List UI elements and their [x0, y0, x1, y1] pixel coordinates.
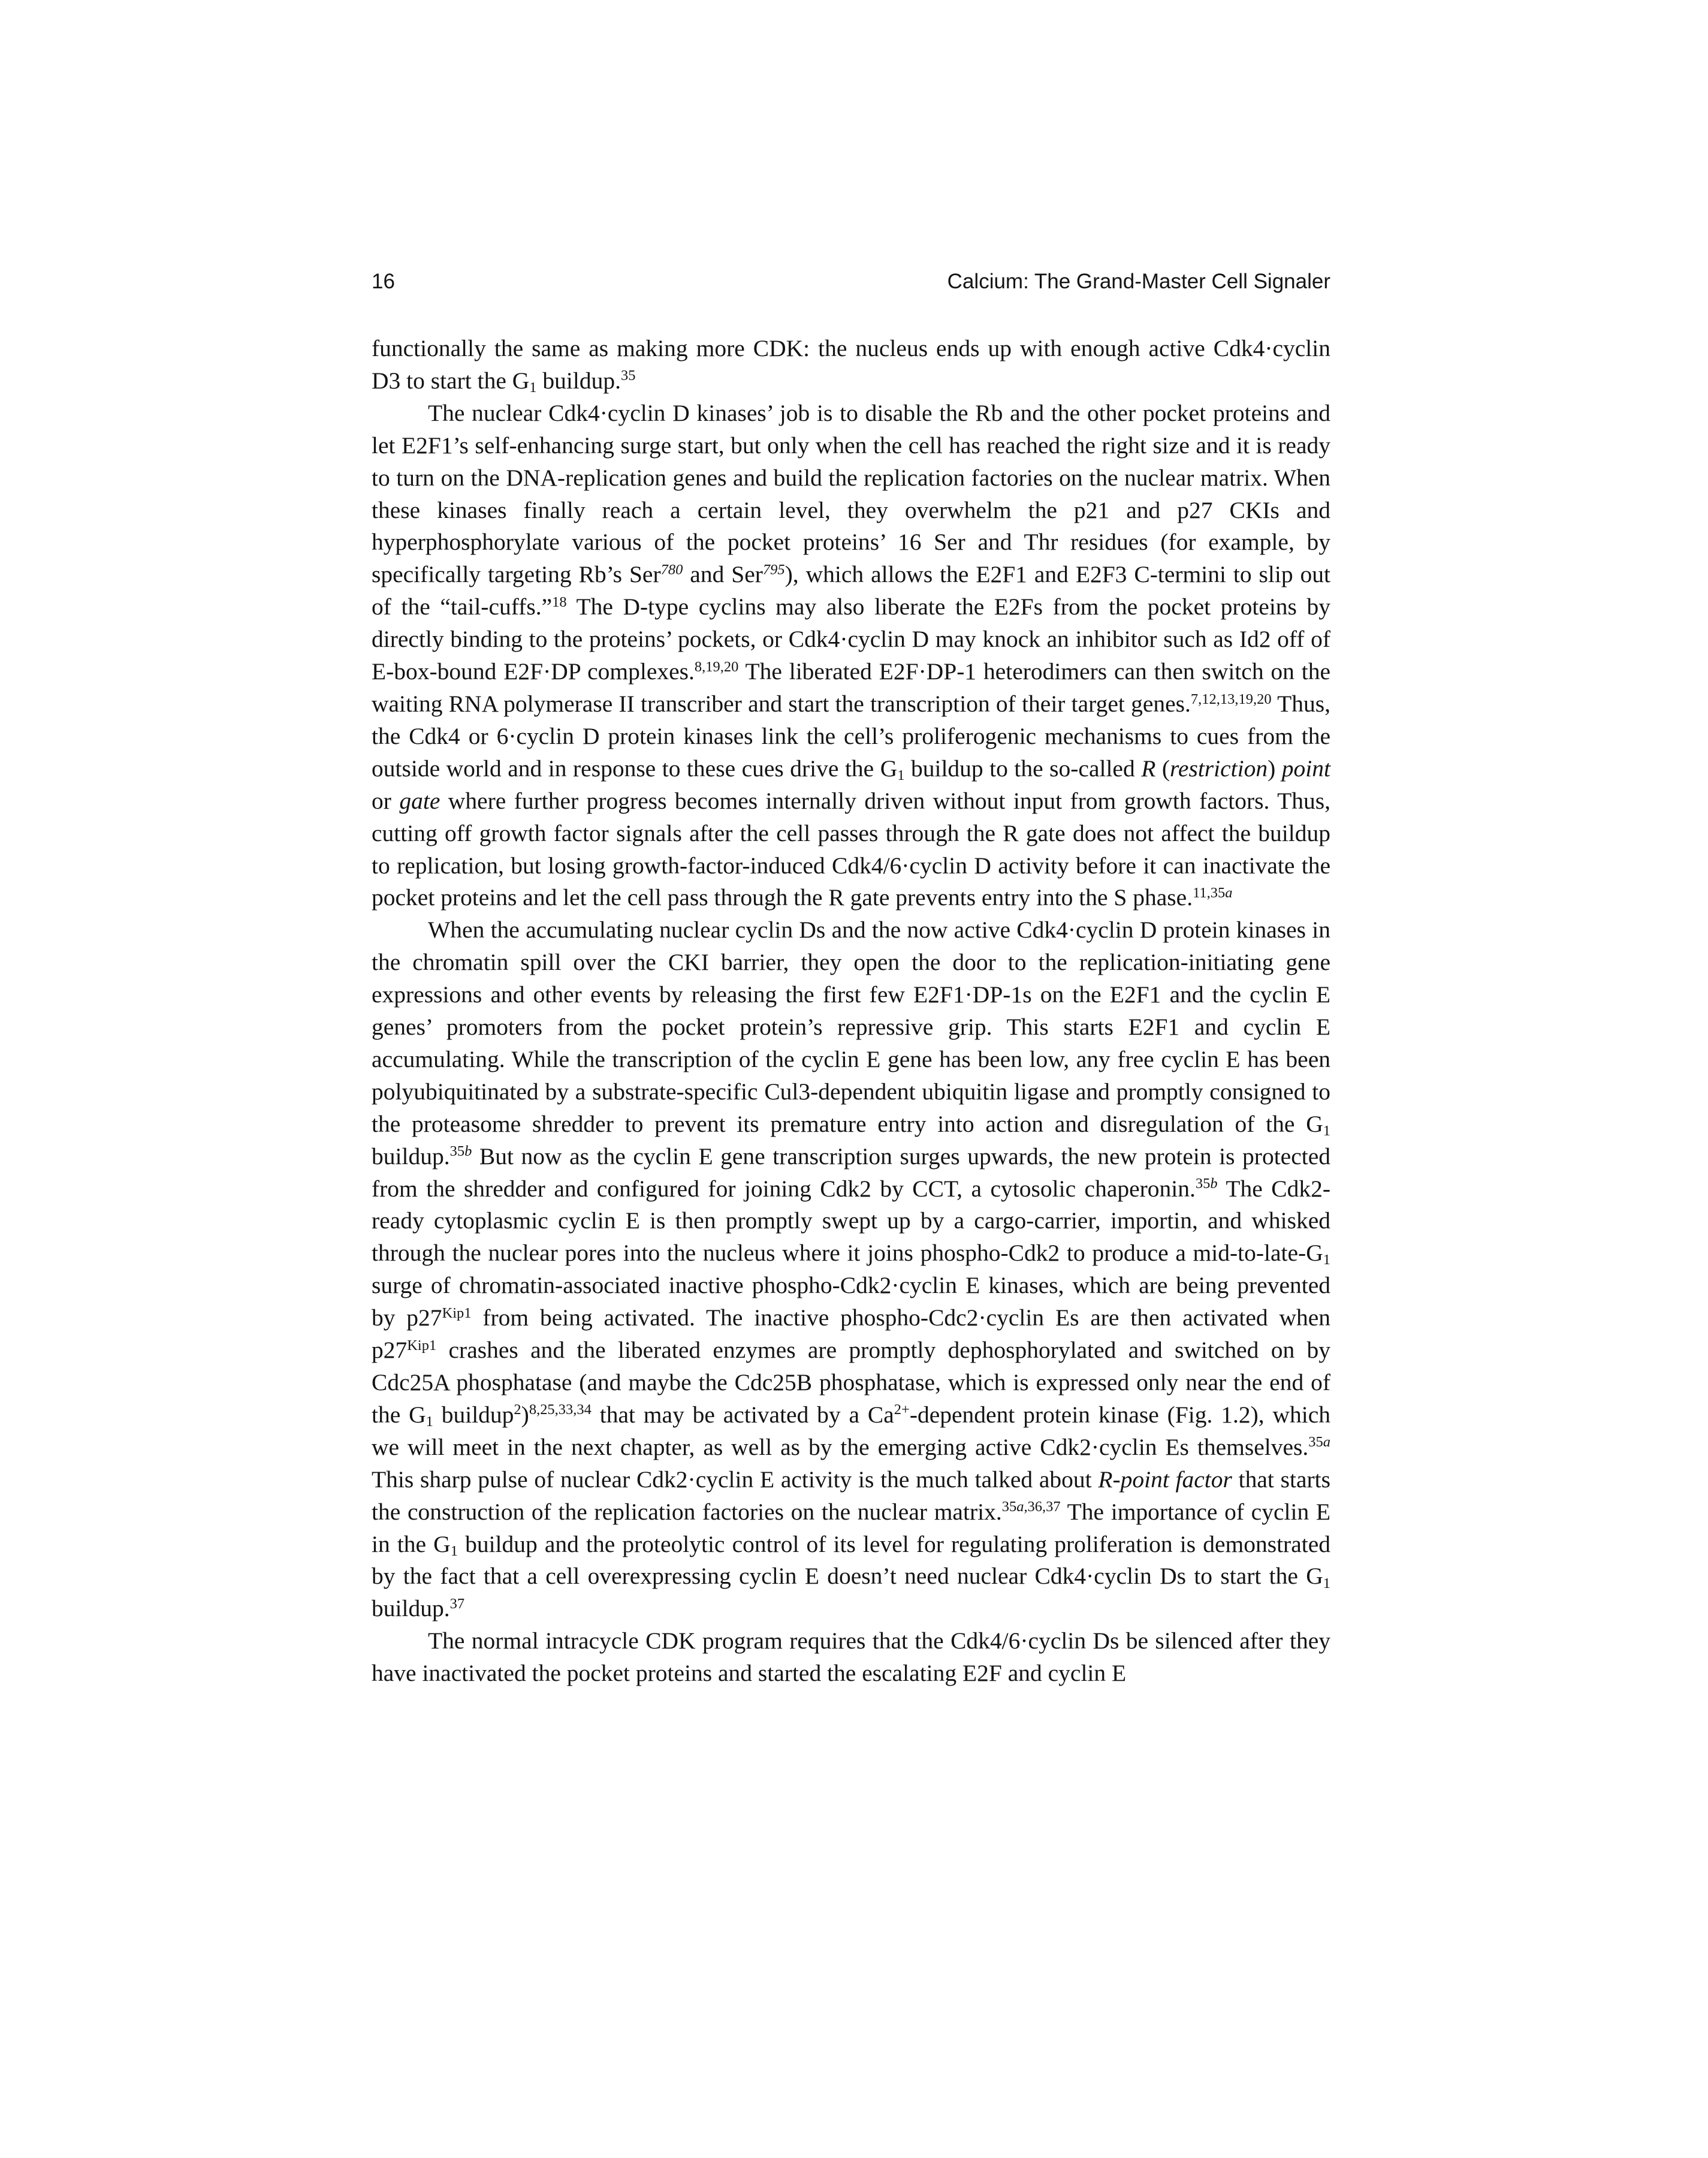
superscript: a [1323, 1434, 1330, 1451]
text-run: functionally the same as making more CDK: the nucleus ends up with enough active Cdk4·cyclin D3 to start the G [372, 335, 1330, 394]
superscript: 35 [1308, 1434, 1323, 1451]
italic-text: point [1281, 755, 1330, 782]
text-run: The importance of cyclin E in the G [372, 1498, 1331, 1557]
text-run: -dependent protein kinase (Fig. 1.2), which we will meet in the next chapter, as well as by the emerging active Cdk2·cyclin Es themselves. [372, 1401, 1330, 1460]
paragraph [372, 333, 1330, 397]
text-run: buildup. [372, 1143, 450, 1170]
superscript: 35 [449, 1143, 465, 1160]
superscript: 8,25,33,34 [529, 1402, 592, 1418]
text-run: But now as the cyclin E gene transcription surges upwards, the new protein is protected from the shredder and configured for joining Cdk2 by CCT, a cytosolic chaperonin. [372, 1143, 1330, 1202]
superscript: 11,35 [1193, 884, 1226, 901]
text-run: The nuclear Cdk4·cyclin D kinases’ job is to disable the Rb and the other pocket proteins and let E2F1’s self-enhancing surge start, but only when the cell has reached the right size and it is ready to turn on the DNA-replication genes and build the replication factories on the nuclear matrix. When these kinases finally reach a certain level, they overwhelm the p21 and p27 CKIs and hyperphosphorylate various of the pocket proteins’ 16 Ser and Thr residues (for example, by specifically targeting Rb’s Ser [372, 399, 1330, 588]
superscript: 2+ [894, 1402, 910, 1418]
text-run: The Cdk2-ready cytoplasmic cyclin E is then promptly swept up by a cargo-carrier, importin, and whisked through the nuclear pores into the nucleus where it joins phospho-Cdk2 to produce a mid-to-late-G [372, 1175, 1330, 1267]
superscript: 35 [1001, 1499, 1017, 1515]
text-run: This sharp pulse of nuclear Cdk2·cyclin E activity is the much talked about [372, 1466, 1099, 1493]
text-run: ( [1155, 755, 1170, 782]
text-run: that starts the construction of the replication factories on the nuclear matrix. [372, 1466, 1330, 1525]
text-run: buildup. [372, 1595, 450, 1622]
text-run: buildup to the so-called [904, 755, 1142, 782]
text-run: surge of chromatin-associated inactive phospho-Cdk2·cyclin E kinases, which are being prevented by p27 [372, 1272, 1330, 1331]
text-run: ) [521, 1401, 529, 1428]
superscript: 37 [449, 1595, 465, 1612]
paragraph [372, 397, 1330, 915]
paragraph [372, 914, 1330, 1625]
subscript: 1 [1323, 1252, 1330, 1268]
page-header [372, 267, 1330, 297]
superscript: b [1210, 1176, 1218, 1192]
superscript: ,36,37 [1024, 1499, 1061, 1515]
italic-text: R [1141, 755, 1156, 782]
superscript: 35 [1195, 1176, 1211, 1192]
superscript: 35 [621, 367, 636, 384]
text-run: buildup [433, 1401, 514, 1428]
text-run: that may be activated by a Ca [591, 1401, 894, 1428]
italic-text: R-point factor [1098, 1466, 1232, 1493]
text-run: buildup and the proteolytic control of its level for regulating proliferation is demonstrated by the fact that a cell overexpressing cyclin E doesn’t need nuclear Cdk4·cyclin Ds to start the G [372, 1530, 1330, 1590]
superscript: a [1016, 1499, 1024, 1515]
italic-text: gate [399, 787, 440, 814]
text-run: from being activated. The inactive phospho-Cdc2·cyclin Es are then activated when p27 [372, 1304, 1330, 1364]
subscript: 1 [426, 1413, 433, 1430]
subscript: 1 [450, 1542, 458, 1559]
superscript: Kip1 [442, 1304, 472, 1321]
text-run: The D-type cyclins may also liberate the E2Fs from the pocket proteins by directly binding to the proteins’ pockets, or Cdk4·cyclin D may knock an inhibitor such as Id2 off of E-box-bound E2F·DP complexes. [372, 593, 1330, 685]
paragraph [372, 1625, 1330, 1690]
superscript: 780 [660, 561, 683, 578]
superscript: b [464, 1143, 472, 1160]
subscript: 1 [1323, 1575, 1330, 1592]
text-run: When the accumulating nuclear cyclin Ds and the now active Cdk4·cyclin D protein kinases in the chromatin spill over the CKI barrier, they open the door to the replication-initiating gene expressions and other events by releasing the first few E2F1·DP-1s on the E2F1 and the cyclin E genes’ promoters from the pocket protein’s repressive grip. This starts E2F1 and cyclin E accumulating. While the transcription of the cyclin E gene has been low, any free cyclin E has been polyubiquitinated by a substrate-specific Cul3-dependent ubiquitin ligase and promptly consigned to the proteasome shredder to prevent its premature entry into action and disregulation of the G [372, 917, 1330, 1137]
subscript: 1 [529, 379, 537, 396]
italic-text: restriction [1170, 755, 1268, 782]
text-run: buildup. [536, 367, 621, 394]
text-run: Thus, the Cdk4 or 6·cyclin D protein kinases link the cell’s proliferogenic mechanisms to cues from the outside world and in response to these cues drive the G [372, 690, 1330, 782]
text-run: ), which allows the E2F1 and E2F3 C-termini to slip out of the “tail-cuffs.” [372, 561, 1331, 620]
body-text [372, 333, 1330, 1690]
superscript: 8,19,20 [694, 658, 739, 675]
text-run: The normal intracycle CDK program requires that the Cdk4/6·cyclin Ds be silenced after they have inactivated the pocket proteins and started the escalating E2F and cyclin E [372, 1627, 1330, 1687]
text-run: or [372, 787, 400, 814]
text-run: where further progress becomes internally driven without input from growth factors. Thus, cutting off growth factor signals after the cell passes through the R gate does not affect the buildup to replication, but losing growth-factor-induced Cdk4/6·cyclin D activity before it can inactivate the pocket proteins and let the cell pass through the R gate prevents entry into the S phase. [372, 787, 1330, 911]
superscript: 18 [552, 593, 567, 610]
text-run: crashes and the liberated enzymes are promptly dephosphorylated and switched on by Cdc25A phosphatase (and maybe the Cdc25B phosphatase, which is expressed only near the end of the G [372, 1337, 1330, 1428]
running-head: Calcium: The Grand-Master Cell Signaler [947, 270, 1330, 293]
page-number: 16 [372, 270, 395, 293]
subscript: 1 [897, 767, 905, 783]
superscript: 795 [762, 561, 785, 578]
subscript: 1 [1323, 1122, 1330, 1139]
superscript: 7,12,13,19,20 [1190, 691, 1272, 707]
text-run: The liberated E2F·DP-1 heterodimers can then switch on the waiting RNA polymerase II transcriber and start the transcription of their target genes. [372, 658, 1330, 717]
superscript: 2 [514, 1402, 521, 1418]
text-run: ) [1268, 755, 1282, 782]
superscript: a [1225, 884, 1233, 901]
superscript: Kip1 [407, 1337, 437, 1354]
text-run: and Ser [683, 561, 763, 588]
